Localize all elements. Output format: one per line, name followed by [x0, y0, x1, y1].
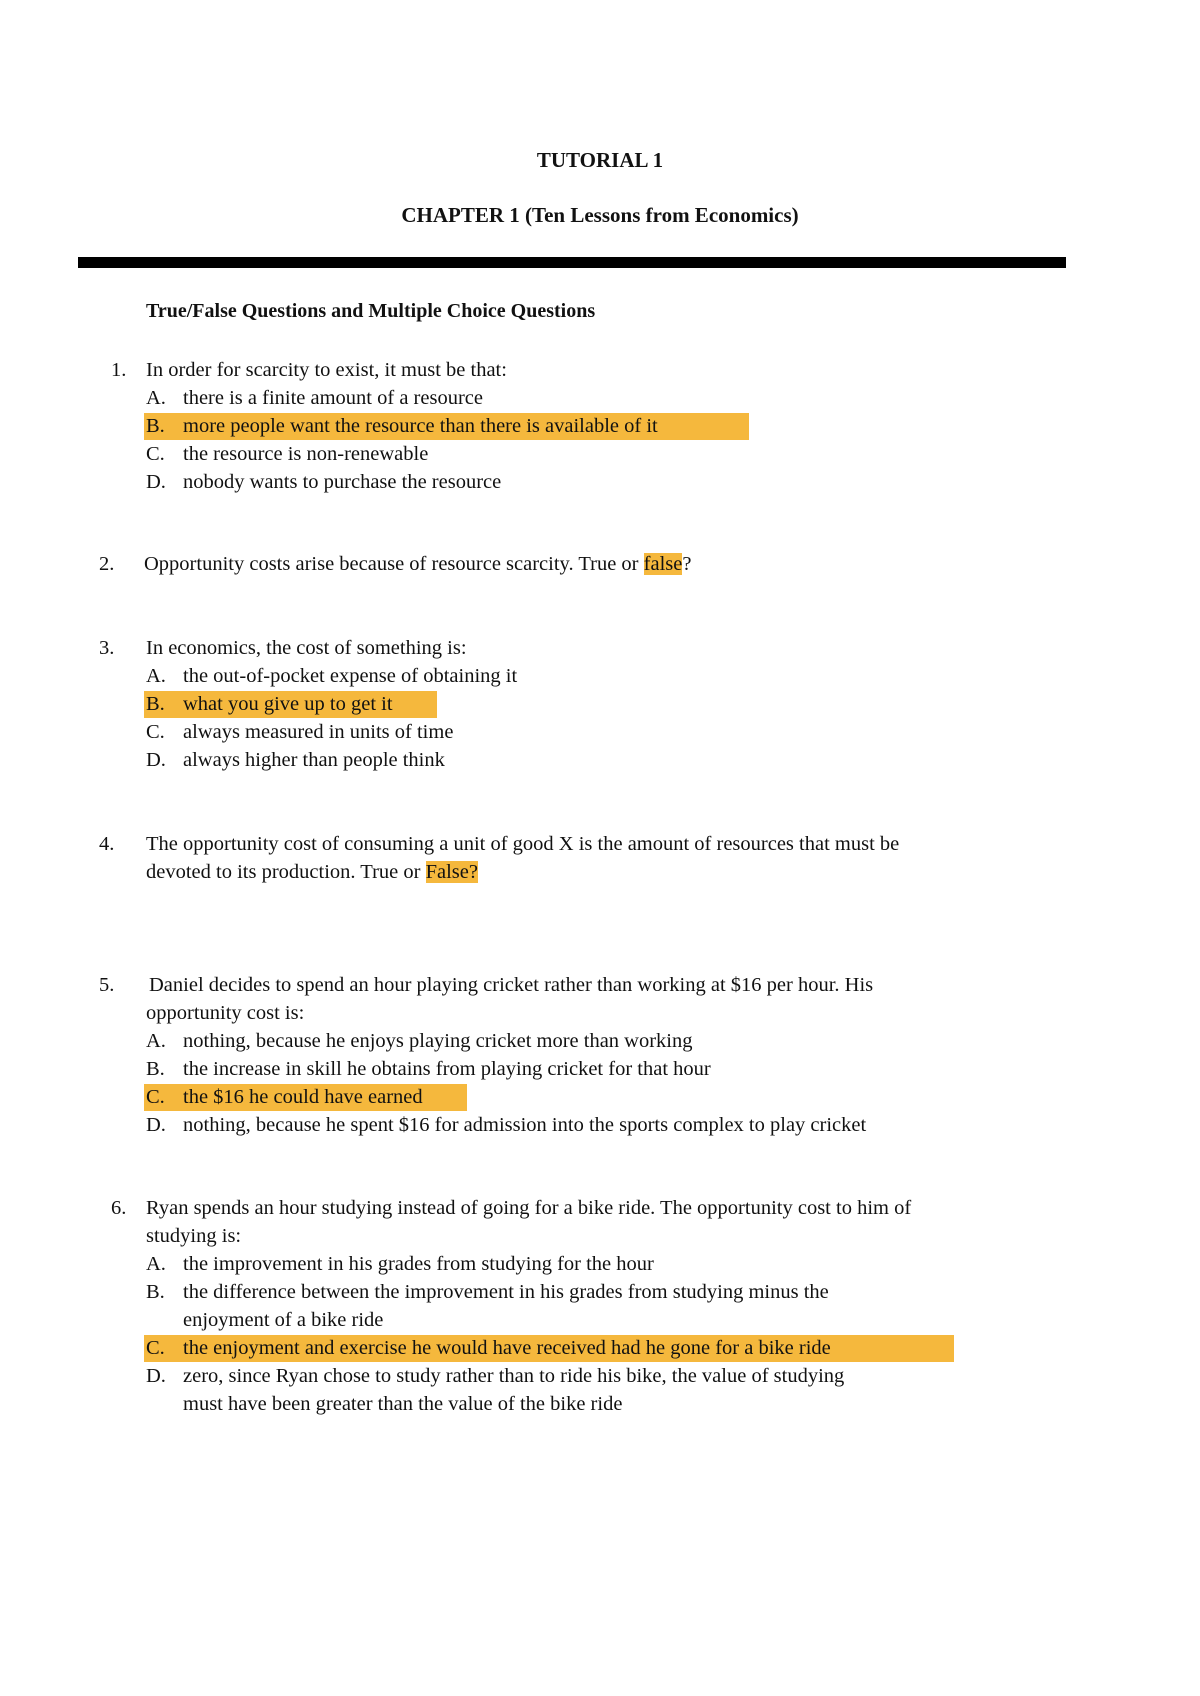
section-heading: True/False Questions and Multiple Choice Questions	[146, 300, 596, 322]
option-letter: A.	[146, 387, 166, 409]
option-letter: A.	[146, 1030, 166, 1052]
option-text: the enjoyment and exercise he would have received had he gone for a bike ride	[183, 1337, 831, 1359]
option-text: the resource is non-renewable	[183, 443, 429, 465]
option-b-continued: enjoyment of a bike ride	[183, 1309, 384, 1331]
question-4	[99, 830, 1099, 886]
question-number: 6.	[111, 1197, 127, 1219]
option-a	[146, 662, 1099, 690]
question-stem-continued: studying is:	[146, 1225, 242, 1247]
option-letter: A.	[146, 1253, 166, 1275]
option-letter: C.	[146, 1337, 165, 1359]
option-letter: D.	[146, 1114, 166, 1136]
question-2	[99, 550, 1099, 578]
question-number: 4.	[99, 833, 115, 855]
option-letter: D.	[146, 749, 166, 771]
question-stem: Ryan spends an hour studying instead of going for a bike ride. The opportunity cost to him of	[146, 1197, 912, 1219]
answer-highlight: false	[643, 553, 683, 575]
divider-rule	[78, 257, 1066, 268]
question-number: 2.	[99, 553, 115, 575]
option-b-selected	[146, 412, 1111, 440]
question-number: 1.	[111, 359, 127, 381]
option-letter: C.	[146, 721, 165, 743]
option-text: more people want the resource than there is available of it	[183, 415, 658, 437]
option-letter: C.	[146, 443, 165, 465]
option-c	[146, 440, 1111, 468]
option-text: the increase in skill he obtains from playing cricket for that hour	[183, 1058, 711, 1080]
option-letter: B.	[146, 1058, 165, 1080]
option-a	[146, 1250, 1111, 1278]
option-d	[146, 468, 1111, 496]
option-text: zero, since Ryan chose to study rather than to ride his bike, the value of studying	[183, 1365, 845, 1387]
document-title: TUTORIAL 1	[536, 148, 664, 172]
question-number: 3.	[99, 637, 115, 659]
option-letter: B.	[146, 1281, 165, 1303]
question-stem-continued: opportunity cost is:	[146, 1002, 305, 1024]
option-text: nobody wants to purchase the resource	[183, 471, 502, 493]
option-letter: A.	[146, 665, 166, 687]
option-text: always higher than people think	[183, 749, 445, 771]
option-text: nothing, because he enjoys playing cricket more than working	[183, 1030, 693, 1052]
question-3	[99, 634, 1099, 774]
option-text: the difference between the improvement in his grades from studying minus the	[183, 1281, 829, 1303]
question-6	[111, 1194, 1111, 1418]
option-c-selected	[146, 1083, 1099, 1111]
option-b	[146, 1055, 1099, 1083]
option-c-selected	[146, 1334, 1111, 1362]
question-stem: In economics, the cost of something is:	[146, 637, 467, 659]
option-d-continued: must have been greater than the value of the bike ride	[183, 1393, 623, 1415]
option-text: the out-of-pocket expense of obtaining it	[183, 665, 518, 687]
option-b	[146, 1278, 1111, 1306]
question-stem: Daniel decides to spend an hour playing cricket rather than working at $16 per hour. His	[149, 974, 874, 996]
option-letter: C.	[146, 1086, 165, 1108]
option-text: the improvement in his grades from studying for the hour	[183, 1253, 654, 1275]
question-1	[111, 356, 1111, 496]
option-text: nothing, because he spent $16 for admission into the sports complex to play cricket	[183, 1114, 867, 1136]
option-letter: D.	[146, 1365, 166, 1387]
option-d	[146, 746, 1099, 774]
option-text: there is a finite amount of a resource	[183, 387, 483, 409]
option-a	[146, 1027, 1099, 1055]
answer-highlight: False?	[425, 861, 478, 883]
option-text: the $16 he could have earned	[183, 1086, 423, 1108]
option-letter: D.	[146, 471, 166, 493]
chapter-title: CHAPTER 1 (Ten Lessons from Economics)	[401, 203, 799, 227]
question-number: 5.	[99, 974, 115, 996]
option-d	[146, 1362, 1111, 1390]
question-stem-continued: devoted to its production. True or False?	[146, 861, 478, 883]
question-stem: Opportunity costs arise because of resource scarcity. True or false?	[144, 553, 692, 575]
option-a	[146, 384, 1111, 412]
option-text: always measured in units of time	[183, 721, 454, 743]
question-stem: The opportunity cost of consuming a unit of good X is the amount of resources that must be	[146, 833, 900, 855]
question-5	[99, 971, 1099, 1139]
option-b-selected	[146, 690, 1099, 718]
option-letter: B.	[146, 415, 165, 437]
option-letter: B.	[146, 693, 165, 715]
option-c	[146, 718, 1099, 746]
option-text: what you give up to get it	[183, 693, 393, 715]
option-d	[146, 1111, 1099, 1139]
question-stem: In order for scarcity to exist, it must be that:	[146, 359, 507, 381]
